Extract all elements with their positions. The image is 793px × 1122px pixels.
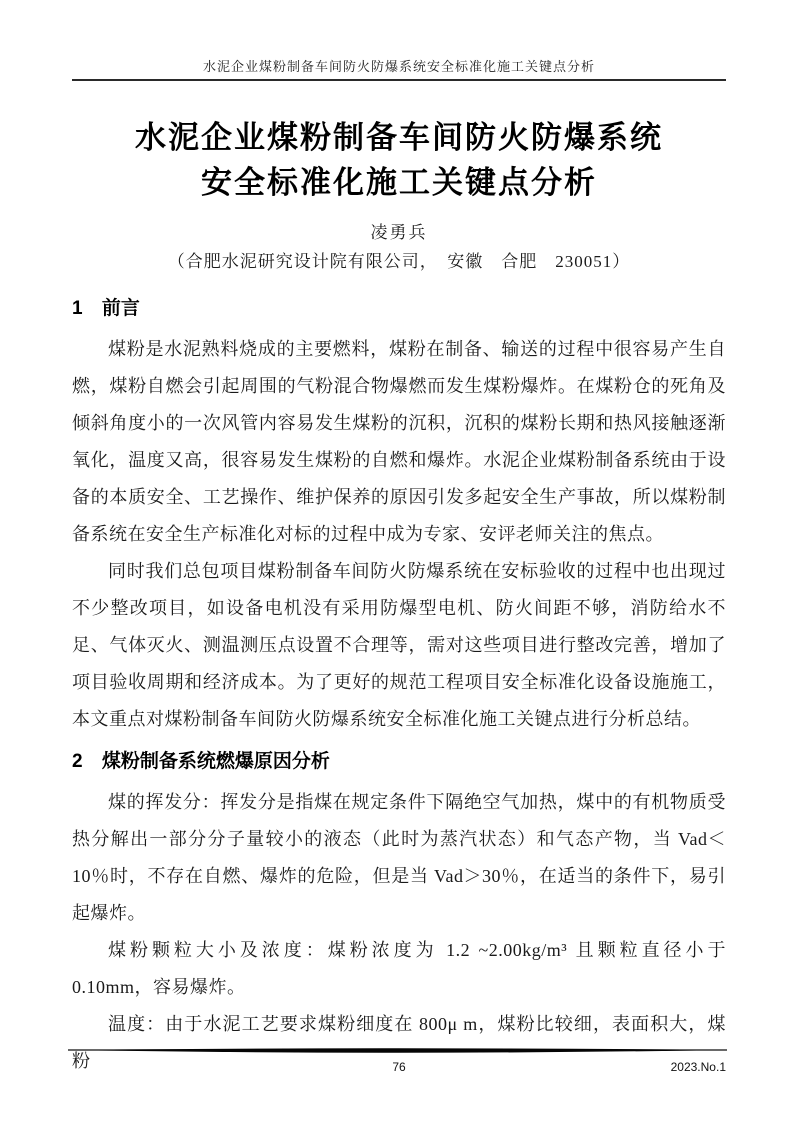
section-1-paragraph-1: 煤粉是水泥熟料烧成的主要燃料，煤粉在制备、输送的过程中很容易产生自燃，煤粉自燃会引起周围的气粉混合物爆燃而发生煤粉爆炸。在煤粉仓的死角及倾斜角度小的一次风管内容易发生煤粉的沉积，沉积的煤粉长期和热风接触逐渐氧化，温度又高，很容易发生煤粉的自燃和爆炸。水泥企业煤粉制备系统由于设备的本质安全、工艺操作、维护保养的原因引发多起安全生产事故，所以煤粉制备系统在安全生产标准化对标的过程中成为专家、安评老师关注的焦点。 — [72, 339, 726, 544]
section-2-paragraph-1: 煤的挥发分：挥发分是指煤在规定条件下隔绝空气加热，煤中的有机物质受热分解出一部分分子量较小的液态（此时为蒸汽状态）和气态产物，当 Vad＜10％时，不存在自燃、爆炸的危险，但是当 Vad＞30％，在适当的条件下，易引起爆炸。 — [72, 792, 726, 923]
section-1-heading — [72, 295, 726, 323]
author-name: 凌勇兵 — [370, 223, 428, 242]
section-1-paragraph-2: 同时我们总包项目煤粉制备车间防火防爆系统在安标验收的过程中也出现过不少整改项目，如设备电机没有采用防爆型电机、防火间距不够，消防给水不足、气体灭火、测温测压点设置不合理等，需对这些项目进行整改完善，增加了项目验收周期和经济成本。为了更好的规范工程项目安全标准化设备设施施工，本文重点对煤粉制备车间防火防爆系统安全标准化施工关键点进行分析总结。 — [72, 561, 726, 729]
author-affiliation: （合肥水泥研究设计院有限公司， 安徽 合肥 230051） — [167, 252, 631, 271]
section-2-paragraph-2: 煤粉颗粒大小及浓度：煤粉浓度为 1.2 ~2.00kg/m³ 且颗粒直径小于 0.10mm，容易爆炸。 — [72, 940, 726, 997]
section-2-title: 煤粉制备系统燃爆原因分析 — [101, 751, 330, 772]
section-2-paragraph-3: 温度：由于水泥工艺要求煤粉细度在 800μ m，煤粉比较细，表面积大，煤粉 — [72, 1014, 726, 1071]
article-title-line-1: 水泥企业煤粉制备车间防火防爆系统 — [135, 120, 663, 155]
issue-number: 2023.No.1 — [670, 1060, 726, 1074]
article-title — [72, 115, 726, 205]
section-2-heading — [72, 748, 726, 776]
header-rule — [72, 79, 726, 81]
running-header: 水泥企业煤粉制备车间防火防爆系统安全标准化施工关键点分析 — [202, 59, 595, 74]
footer-rule — [68, 1047, 727, 1056]
page-content — [72, 0, 726, 1080]
section-1-title: 前言 — [101, 298, 140, 319]
page-footer — [72, 1058, 726, 1076]
section-1-number: 1 — [72, 298, 83, 319]
section-2-number: 2 — [72, 751, 83, 772]
article-title-line-2: 安全标准化施工关键点分析 — [201, 165, 597, 200]
page-number: 76 — [392, 1060, 406, 1074]
